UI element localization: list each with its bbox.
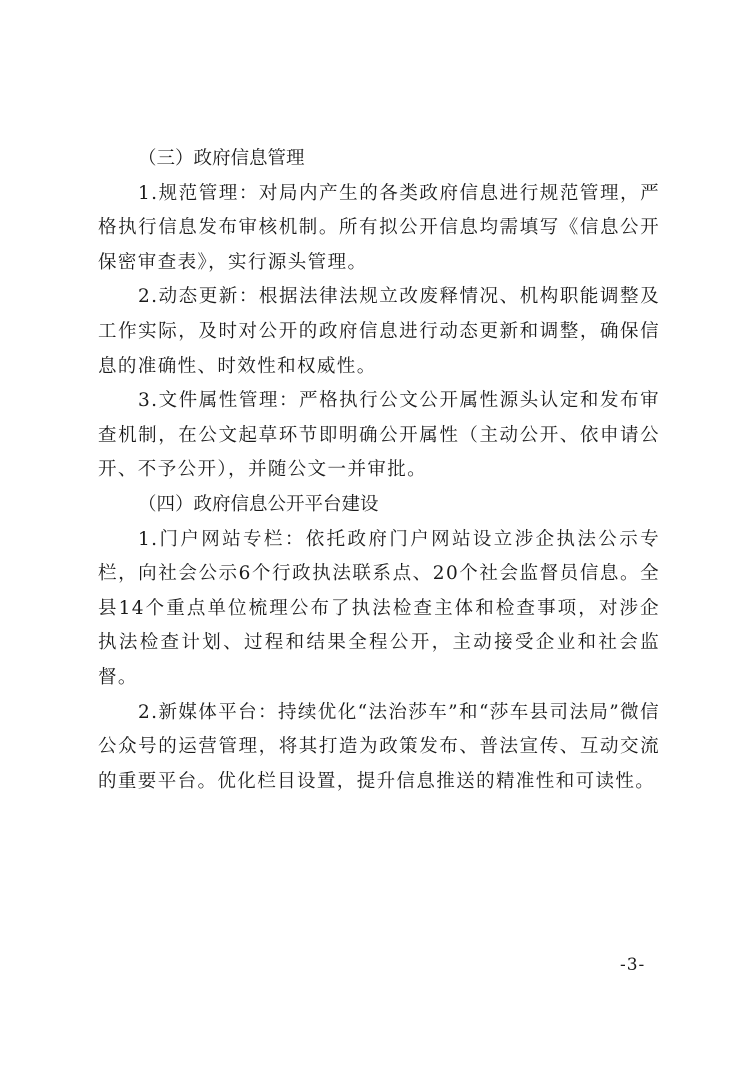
paragraph-new-media-platform: 2.新媒体平台：持续优化“法治莎车”和“莎车县司法局”微信公众号的运营管理，将其打造为政策发布、普法宣传、互动交流的重要平台。优化栏目设置，提升信息推送的精准性和可读性。: [98, 701, 660, 792]
section-heading-government-info-management: （三）政府信息管理: [138, 148, 305, 169]
paragraph-dynamic-update: 2.动态更新：根据法律法规立改废释情况、机构职能调整及工作实际，及时对公开的政府信息进行动态更新和调整，确保信息的准确性、时效性和权威性。: [98, 286, 660, 377]
paragraph-standardized-management: 1.规范管理：对局内产生的各类政府信息进行规范管理，严格执行信息发布审核机制。所有拟公开信息均需填写《信息公开保密审查表》，实行源头管理。: [98, 182, 660, 273]
document-body: [98, 142, 660, 799]
page-number: -3-: [620, 955, 646, 975]
paragraph-document-attribute-management: 3.文件属性管理：严格执行公文公开属性源头认定和发布审查机制，在公文起草环节即明确公开属性（主动公开、依申请公开、不予公开），并随公文一并审批。: [98, 390, 660, 481]
paragraph-portal-column: 1.门户网站专栏：依托政府门户网站设立涉企执法公示专栏，向社会公示6个行政执法联系点、20个社会监督员信息。全县14个重点单位梳理公布了执法检查主体和检查事项，对涉企执法检查计划、过程和结果全程公开，主动接受企业和社会监督。: [98, 528, 660, 688]
section-heading-disclosure-platform: （四）政府信息公开平台建设: [138, 493, 379, 515]
